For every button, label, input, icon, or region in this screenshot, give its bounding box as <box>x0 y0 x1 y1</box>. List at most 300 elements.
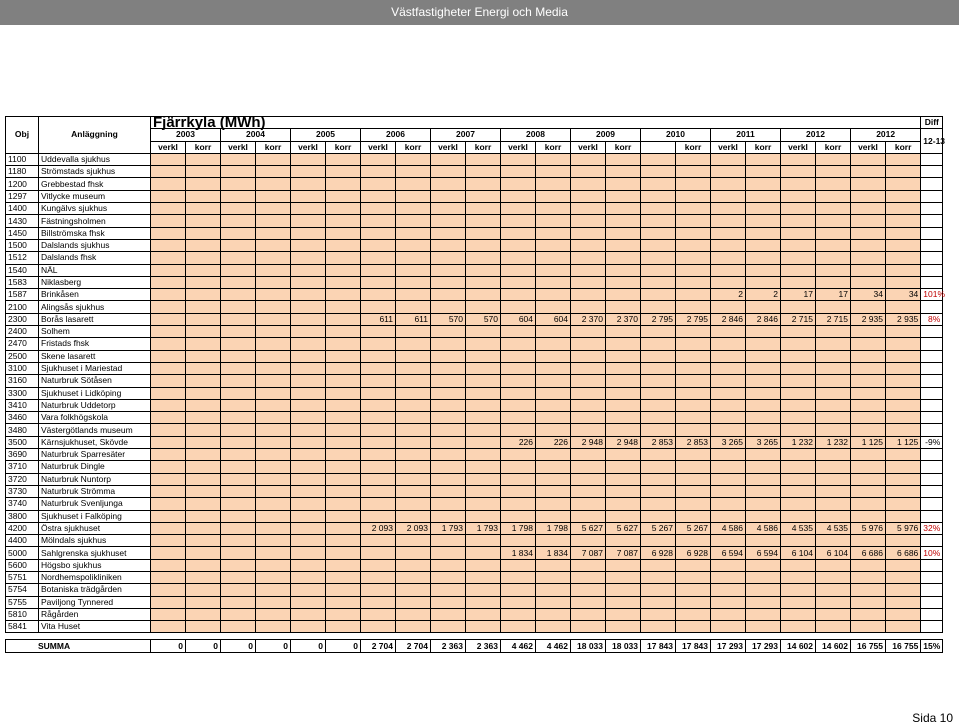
value-cell <box>676 239 711 251</box>
value-cell <box>641 362 676 374</box>
value-cell <box>851 264 886 276</box>
subheader: korr <box>676 141 711 153</box>
name-cell: Sjukhuset i Falköping <box>39 510 151 522</box>
name-cell: Borås lasarett <box>39 313 151 325</box>
value-cell <box>186 449 221 461</box>
summa-row <box>6 640 943 652</box>
value-cell <box>291 215 326 227</box>
value-cell <box>711 178 746 190</box>
value-cell <box>466 362 501 374</box>
diff-cell <box>921 571 943 583</box>
diff-cell: 101% <box>921 289 943 301</box>
value-cell <box>431 473 466 485</box>
value-cell <box>326 166 361 178</box>
diff-cell <box>921 301 943 313</box>
name-cell: Naturbruk Svenljunga <box>39 498 151 510</box>
value-cell <box>326 350 361 362</box>
value-cell <box>886 473 921 485</box>
value-cell <box>431 621 466 633</box>
subheader <box>641 141 676 153</box>
value-cell: 2 853 <box>676 436 711 448</box>
value-cell <box>501 412 536 424</box>
value-cell <box>816 190 851 202</box>
value-cell <box>501 621 536 633</box>
value-cell <box>256 510 291 522</box>
value-cell <box>676 153 711 165</box>
name-cell: Naturbruk Sötåsen <box>39 375 151 387</box>
value-cell <box>326 485 361 497</box>
value-cell <box>536 375 571 387</box>
value-cell <box>151 621 186 633</box>
value-cell <box>221 276 256 288</box>
value-cell <box>396 239 431 251</box>
name-cell: Naturbruk Strömma <box>39 485 151 497</box>
value-cell <box>361 449 396 461</box>
value-cell <box>886 227 921 239</box>
value-cell <box>886 498 921 510</box>
value-cell <box>641 412 676 424</box>
value-cell <box>781 362 816 374</box>
value-cell <box>711 375 746 387</box>
value-cell <box>886 387 921 399</box>
table-row <box>6 227 943 239</box>
value-cell <box>641 252 676 264</box>
subheader: korr <box>326 141 361 153</box>
year-header: 2005 <box>291 129 361 141</box>
table-row <box>6 449 943 461</box>
diff-cell <box>921 535 943 547</box>
value-cell <box>816 215 851 227</box>
value-cell <box>291 535 326 547</box>
value-cell <box>886 510 921 522</box>
value-cell <box>256 596 291 608</box>
table-row <box>6 362 943 374</box>
value-cell <box>536 301 571 313</box>
value-cell <box>221 399 256 411</box>
value-cell: 1 798 <box>501 522 536 534</box>
obj-cell: 1297 <box>6 190 39 202</box>
value-cell <box>256 522 291 534</box>
value-cell <box>501 338 536 350</box>
obj-cell: 3480 <box>6 424 39 436</box>
table-row <box>6 547 943 559</box>
value-cell <box>326 584 361 596</box>
value-cell <box>396 584 431 596</box>
value-cell <box>536 596 571 608</box>
value-cell <box>151 153 186 165</box>
value-cell <box>676 498 711 510</box>
value-cell <box>571 559 606 571</box>
value-cell <box>361 203 396 215</box>
value-cell <box>886 276 921 288</box>
value-cell <box>571 301 606 313</box>
value-cell <box>291 276 326 288</box>
value-cell <box>396 399 431 411</box>
page-number: Sida 10 <box>912 711 953 725</box>
value-cell <box>396 436 431 448</box>
value-cell <box>396 215 431 227</box>
value-cell <box>886 301 921 313</box>
value-cell <box>291 473 326 485</box>
value-cell: 1 125 <box>851 436 886 448</box>
value-cell <box>781 584 816 596</box>
diff-cell <box>921 190 943 202</box>
value-cell <box>501 227 536 239</box>
value-cell <box>571 510 606 522</box>
value-cell <box>186 498 221 510</box>
value-cell <box>186 289 221 301</box>
value-cell <box>851 510 886 522</box>
value-cell <box>886 608 921 620</box>
value-cell <box>396 203 431 215</box>
name-cell: Strömstads sjukhus <box>39 166 151 178</box>
name-cell: Alingsås sjukhus <box>39 301 151 313</box>
value-cell <box>886 424 921 436</box>
summa-value: 2 363 <box>431 640 466 652</box>
value-cell <box>851 203 886 215</box>
top-banner <box>0 0 959 25</box>
value-cell <box>221 559 256 571</box>
value-cell <box>151 461 186 473</box>
value-cell <box>676 584 711 596</box>
value-cell <box>816 461 851 473</box>
value-cell <box>221 326 256 338</box>
value-cell <box>431 449 466 461</box>
value-cell <box>431 153 466 165</box>
value-cell <box>466 547 501 559</box>
name-cell: Solhem <box>39 326 151 338</box>
value-cell <box>221 289 256 301</box>
value-cell <box>676 252 711 264</box>
value-cell <box>221 461 256 473</box>
value-cell <box>431 215 466 227</box>
value-cell <box>186 510 221 522</box>
value-cell <box>151 522 186 534</box>
name-cell: Östra sjukhuset <box>39 522 151 534</box>
value-cell <box>746 227 781 239</box>
value-cell <box>536 178 571 190</box>
header-row-title <box>6 117 943 129</box>
value-cell <box>256 264 291 276</box>
diff-cell <box>921 203 943 215</box>
name-cell: Billströmska fhsk <box>39 227 151 239</box>
value-cell <box>851 239 886 251</box>
value-cell <box>851 461 886 473</box>
value-cell <box>571 203 606 215</box>
value-cell: 6 594 <box>711 547 746 559</box>
value-cell <box>536 412 571 424</box>
value-cell <box>151 547 186 559</box>
spacer-row <box>6 633 943 640</box>
value-cell <box>501 276 536 288</box>
value-cell <box>606 412 641 424</box>
value-cell <box>326 473 361 485</box>
value-cell <box>816 412 851 424</box>
value-cell <box>886 485 921 497</box>
diff-subheader: 12-13 <box>921 129 943 154</box>
value-cell <box>501 203 536 215</box>
value-cell <box>186 387 221 399</box>
value-cell <box>431 535 466 547</box>
name-cell: Kungälvs sjukhus <box>39 203 151 215</box>
summa-value: 4 462 <box>501 640 536 652</box>
value-cell <box>501 596 536 608</box>
value-cell <box>396 412 431 424</box>
value-cell <box>816 449 851 461</box>
value-cell <box>396 362 431 374</box>
value-cell: 17 <box>816 289 851 301</box>
value-cell <box>221 301 256 313</box>
diff-cell <box>921 276 943 288</box>
value-cell <box>291 227 326 239</box>
subheader: verkl <box>361 141 396 153</box>
value-cell <box>221 313 256 325</box>
value-cell <box>256 215 291 227</box>
value-cell <box>186 178 221 190</box>
value-cell: 5 627 <box>571 522 606 534</box>
table-row <box>6 387 943 399</box>
obj-cell: 1180 <box>6 166 39 178</box>
value-cell <box>256 227 291 239</box>
obj-cell: 3460 <box>6 412 39 424</box>
value-cell: 3 265 <box>711 436 746 448</box>
value-cell <box>291 178 326 190</box>
obj-cell: 5841 <box>6 621 39 633</box>
value-cell <box>221 424 256 436</box>
value-cell <box>466 375 501 387</box>
value-cell <box>886 239 921 251</box>
value-cell <box>676 338 711 350</box>
value-cell: 2 935 <box>851 313 886 325</box>
subheader: korr <box>536 141 571 153</box>
value-cell: 2 795 <box>676 313 711 325</box>
table-row <box>6 190 943 202</box>
table-row <box>6 424 943 436</box>
name-cell: Naturbruk Sparresäter <box>39 449 151 461</box>
value-cell: 2 <box>711 289 746 301</box>
value-cell <box>291 387 326 399</box>
value-cell <box>466 436 501 448</box>
value-cell <box>816 227 851 239</box>
value-cell <box>851 375 886 387</box>
name-cell: Botaniska trädgården <box>39 584 151 596</box>
subheader: verkl <box>221 141 256 153</box>
value-cell <box>186 313 221 325</box>
value-cell <box>746 461 781 473</box>
value-cell <box>186 547 221 559</box>
value-cell <box>256 338 291 350</box>
value-cell <box>501 239 536 251</box>
value-cell <box>431 276 466 288</box>
value-cell <box>711 571 746 583</box>
value-cell <box>886 596 921 608</box>
value-cell: 2 715 <box>816 313 851 325</box>
value-cell <box>571 387 606 399</box>
value-cell <box>466 264 501 276</box>
value-cell <box>256 436 291 448</box>
value-cell <box>746 498 781 510</box>
value-cell <box>886 375 921 387</box>
value-cell <box>431 326 466 338</box>
value-cell <box>571 535 606 547</box>
value-cell <box>326 424 361 436</box>
value-cell <box>396 498 431 510</box>
value-cell <box>361 350 396 362</box>
value-cell <box>501 571 536 583</box>
value-cell <box>536 203 571 215</box>
value-cell <box>396 264 431 276</box>
value-cell <box>536 276 571 288</box>
value-cell <box>711 510 746 522</box>
value-cell <box>501 215 536 227</box>
value-cell <box>641 399 676 411</box>
value-cell <box>256 301 291 313</box>
value-cell <box>536 326 571 338</box>
obj-cell: 5000 <box>6 547 39 559</box>
value-cell <box>641 375 676 387</box>
value-cell <box>396 166 431 178</box>
name-cell: Skene lasarett <box>39 350 151 362</box>
name-cell: Brinkåsen <box>39 289 151 301</box>
value-cell <box>711 264 746 276</box>
value-cell <box>816 535 851 547</box>
value-cell <box>711 350 746 362</box>
value-cell <box>816 301 851 313</box>
value-cell <box>816 596 851 608</box>
table-row <box>6 473 943 485</box>
value-cell <box>151 584 186 596</box>
value-cell <box>466 276 501 288</box>
value-cell <box>396 485 431 497</box>
value-cell <box>151 424 186 436</box>
table-row <box>6 276 943 288</box>
obj-cell: 3720 <box>6 473 39 485</box>
value-cell <box>606 535 641 547</box>
value-cell <box>466 215 501 227</box>
table-row <box>6 289 943 301</box>
value-cell <box>571 227 606 239</box>
diff-cell <box>921 498 943 510</box>
value-cell <box>361 485 396 497</box>
value-cell: 34 <box>886 289 921 301</box>
value-cell <box>816 166 851 178</box>
value-cell <box>781 301 816 313</box>
value-cell <box>711 535 746 547</box>
value-cell <box>291 547 326 559</box>
value-cell <box>221 449 256 461</box>
value-cell <box>291 166 326 178</box>
value-cell <box>291 449 326 461</box>
value-cell <box>781 535 816 547</box>
value-cell: 2 093 <box>361 522 396 534</box>
value-cell <box>711 301 746 313</box>
value-cell <box>431 252 466 264</box>
value-cell <box>361 338 396 350</box>
table-row <box>6 264 943 276</box>
value-cell <box>221 190 256 202</box>
value-cell <box>536 215 571 227</box>
value-cell <box>816 239 851 251</box>
name-cell: Sahlgrenska sjukhuset <box>39 547 151 559</box>
name-cell: Grebbestad fhsk <box>39 178 151 190</box>
value-cell <box>361 621 396 633</box>
value-cell <box>536 252 571 264</box>
value-cell <box>571 571 606 583</box>
value-cell <box>326 461 361 473</box>
diff-cell <box>921 473 943 485</box>
value-cell <box>221 571 256 583</box>
value-cell <box>676 203 711 215</box>
value-cell <box>186 375 221 387</box>
table-row <box>6 485 943 497</box>
value-cell <box>816 424 851 436</box>
value-cell <box>851 608 886 620</box>
value-cell <box>571 498 606 510</box>
subheader: korr <box>606 141 641 153</box>
value-cell <box>781 203 816 215</box>
year-header: 2012 <box>781 129 851 141</box>
name-cell: NÄL <box>39 264 151 276</box>
value-cell <box>711 276 746 288</box>
value-cell: 1 793 <box>466 522 501 534</box>
value-cell <box>746 252 781 264</box>
value-cell <box>641 264 676 276</box>
value-cell <box>641 473 676 485</box>
value-cell <box>641 350 676 362</box>
value-cell <box>606 485 641 497</box>
value-cell <box>501 584 536 596</box>
value-cell <box>326 178 361 190</box>
value-cell <box>221 375 256 387</box>
value-cell <box>151 313 186 325</box>
value-cell <box>571 608 606 620</box>
name-cell: Kärnsjukhuset, Skövde <box>39 436 151 448</box>
value-cell <box>186 276 221 288</box>
value-cell: 611 <box>396 313 431 325</box>
value-cell <box>641 326 676 338</box>
value-cell <box>151 326 186 338</box>
value-cell <box>606 289 641 301</box>
value-cell <box>221 535 256 547</box>
subheader: verkl <box>851 141 886 153</box>
value-cell <box>851 326 886 338</box>
value-cell <box>361 584 396 596</box>
value-cell <box>746 301 781 313</box>
summa-value: 2 704 <box>396 640 431 652</box>
value-cell: 5 267 <box>641 522 676 534</box>
value-cell <box>711 412 746 424</box>
table-row <box>6 399 943 411</box>
year-header: 2006 <box>361 129 431 141</box>
value-cell <box>291 461 326 473</box>
value-cell <box>886 559 921 571</box>
value-cell <box>291 621 326 633</box>
value-cell <box>606 510 641 522</box>
value-cell <box>466 412 501 424</box>
value-cell <box>536 571 571 583</box>
value-cell <box>606 362 641 374</box>
value-cell <box>781 375 816 387</box>
value-cell <box>501 510 536 522</box>
value-cell <box>151 178 186 190</box>
name-cell: Nordhemspolikliniken <box>39 571 151 583</box>
value-cell <box>186 485 221 497</box>
value-cell <box>256 498 291 510</box>
value-cell <box>186 621 221 633</box>
value-cell <box>536 338 571 350</box>
value-cell <box>431 362 466 374</box>
value-cell <box>221 215 256 227</box>
